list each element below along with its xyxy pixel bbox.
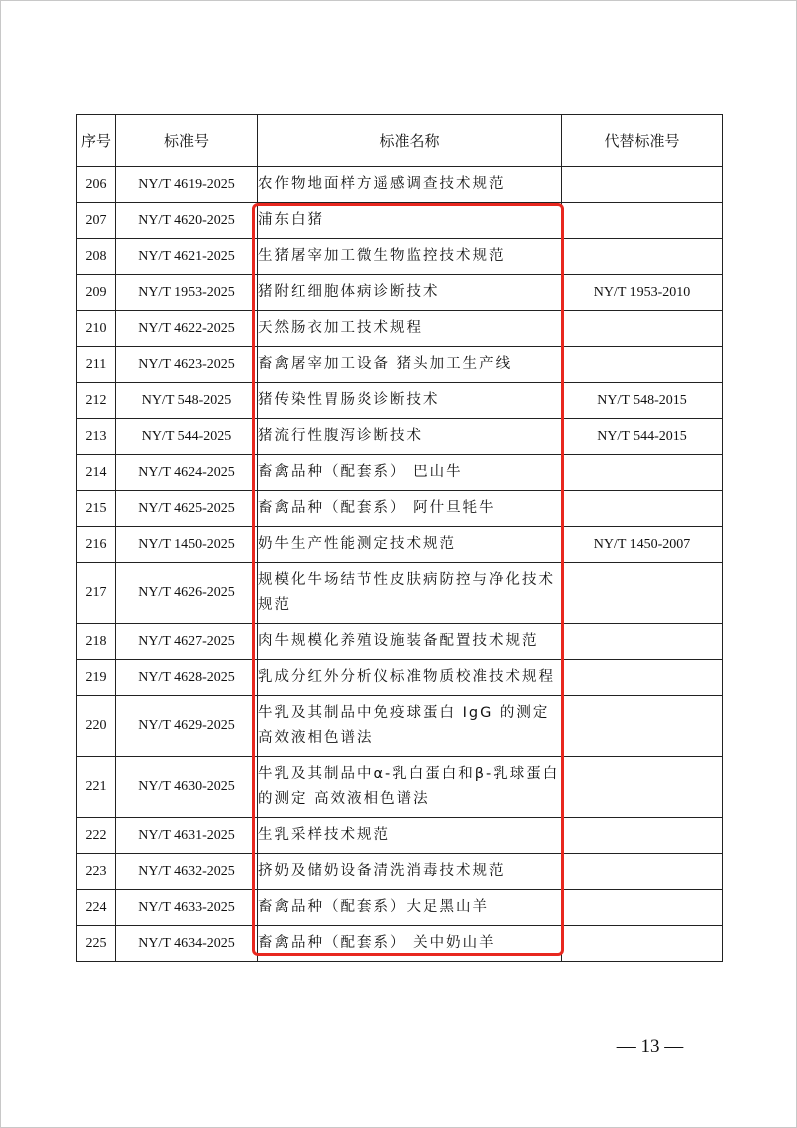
row-standard-name: 肉牛规模化养殖设施装备配置技术规范 (258, 624, 562, 660)
row-standard-name: 牛乳及其制品中免疫球蛋白 IgG 的测定 高效液相色谱法 (258, 696, 562, 757)
table-row (77, 203, 723, 239)
row-serial-no: 216 (77, 527, 116, 563)
row-standard-name: 畜禽品种（配套系） 关中奶山羊 (258, 926, 562, 962)
row-replaced-standard (562, 818, 723, 854)
row-serial-no: 211 (77, 347, 116, 383)
row-replaced-standard: NY/T 1953-2010 (562, 275, 723, 311)
row-standard-name: 畜禽品种（配套系） 巴山牛 (258, 455, 562, 491)
row-standard-code: NY/T 4622-2025 (116, 311, 258, 347)
table-row (77, 383, 723, 419)
row-replaced-standard (562, 757, 723, 818)
row-standard-code: NY/T 4629-2025 (116, 696, 258, 757)
row-replaced-standard (562, 455, 723, 491)
table-row (77, 757, 723, 818)
row-standard-name: 畜禽品种（配套系） 阿什旦牦牛 (258, 491, 562, 527)
row-replaced-standard: NY/T 548-2015 (562, 383, 723, 419)
row-serial-no: 222 (77, 818, 116, 854)
table-row (77, 239, 723, 275)
header-standard-name: 标准名称 (258, 115, 562, 167)
row-serial-no: 219 (77, 660, 116, 696)
row-replaced-standard (562, 311, 723, 347)
header-serial-no: 序号 (77, 115, 116, 167)
row-standard-code: NY/T 4620-2025 (116, 203, 258, 239)
row-replaced-standard (562, 660, 723, 696)
row-replaced-standard (562, 203, 723, 239)
row-standard-code: NY/T 4634-2025 (116, 926, 258, 962)
row-serial-no: 209 (77, 275, 116, 311)
row-standard-code: NY/T 4632-2025 (116, 854, 258, 890)
row-standard-name: 猪流行性腹泻诊断技术 (258, 419, 562, 455)
row-serial-no: 210 (77, 311, 116, 347)
table-row (77, 890, 723, 926)
row-serial-no: 215 (77, 491, 116, 527)
row-replaced-standard (562, 239, 723, 275)
row-standard-code: NY/T 4633-2025 (116, 890, 258, 926)
table-row (77, 818, 723, 854)
header-standard-code: 标准号 (116, 115, 258, 167)
row-serial-no: 220 (77, 696, 116, 757)
row-standard-name: 农作物地面样方遥感调查技术规范 (258, 167, 562, 203)
row-standard-code: NY/T 4623-2025 (116, 347, 258, 383)
row-replaced-standard: NY/T 544-2015 (562, 419, 723, 455)
table-row (77, 696, 723, 757)
table-row (77, 455, 723, 491)
table-row (77, 419, 723, 455)
row-serial-no: 221 (77, 757, 116, 818)
row-standard-name: 猪传染性胃肠炎诊断技术 (258, 383, 562, 419)
row-serial-no: 217 (77, 563, 116, 624)
table-header-row (77, 115, 723, 167)
row-standard-name: 天然肠衣加工技术规程 (258, 311, 562, 347)
row-standard-name: 挤奶及储奶设备清洗消毒技术规范 (258, 854, 562, 890)
row-standard-code: NY/T 4626-2025 (116, 563, 258, 624)
row-serial-no: 223 (77, 854, 116, 890)
row-serial-no: 218 (77, 624, 116, 660)
row-standard-code: NY/T 548-2025 (116, 383, 258, 419)
row-serial-no: 213 (77, 419, 116, 455)
row-standard-code: NY/T 4625-2025 (116, 491, 258, 527)
row-standard-name: 生乳采样技术规范 (258, 818, 562, 854)
row-standard-code: NY/T 4630-2025 (116, 757, 258, 818)
row-standard-name: 猪附红细胞体病诊断技术 (258, 275, 562, 311)
row-standard-code: NY/T 544-2025 (116, 419, 258, 455)
row-serial-no: 212 (77, 383, 116, 419)
table-row (77, 275, 723, 311)
row-standard-code: NY/T 4631-2025 (116, 818, 258, 854)
table-row (77, 926, 723, 962)
row-serial-no: 208 (77, 239, 116, 275)
row-standard-name: 畜禽品种（配套系）大足黑山羊 (258, 890, 562, 926)
row-replaced-standard (562, 491, 723, 527)
row-replaced-standard (562, 563, 723, 624)
standards-table (76, 114, 723, 962)
row-replaced-standard: NY/T 1450-2007 (562, 527, 723, 563)
row-replaced-standard (562, 890, 723, 926)
row-standard-name: 浦东白猪 (258, 203, 562, 239)
row-standard-code: NY/T 1450-2025 (116, 527, 258, 563)
table-row (77, 527, 723, 563)
row-standard-code: NY/T 4627-2025 (116, 624, 258, 660)
row-standard-name: 生猪屠宰加工微生物监控技术规范 (258, 239, 562, 275)
row-replaced-standard (562, 696, 723, 757)
row-standard-name: 乳成分红外分析仪标准物质校准技术规程 (258, 660, 562, 696)
row-replaced-standard (562, 347, 723, 383)
table-row (77, 347, 723, 383)
row-standard-name: 奶牛生产性能测定技术规范 (258, 527, 562, 563)
row-standard-name: 畜禽屠宰加工设备 猪头加工生产线 (258, 347, 562, 383)
row-serial-no: 214 (77, 455, 116, 491)
row-standard-code: NY/T 1953-2025 (116, 275, 258, 311)
row-serial-no: 225 (77, 926, 116, 962)
row-standard-name: 牛乳及其制品中α-乳白蛋白和β-乳球蛋白的测定 高效液相色谱法 (258, 757, 562, 818)
page-number: — 13 — (616, 1036, 684, 1057)
row-standard-code: NY/T 4624-2025 (116, 455, 258, 491)
row-standard-code: NY/T 4619-2025 (116, 167, 258, 203)
table-row (77, 491, 723, 527)
table-row (77, 311, 723, 347)
header-replaced-standard: 代替标准号 (562, 115, 723, 167)
table-row (77, 624, 723, 660)
row-standard-name: 规模化牛场结节性皮肤病防控与净化技术规范 (258, 563, 562, 624)
table-row (77, 167, 723, 203)
table-row (77, 563, 723, 624)
row-replaced-standard (562, 624, 723, 660)
row-replaced-standard (562, 926, 723, 962)
row-replaced-standard (562, 854, 723, 890)
row-serial-no: 224 (77, 890, 116, 926)
table-row (77, 854, 723, 890)
row-replaced-standard (562, 167, 723, 203)
row-serial-no: 206 (77, 167, 116, 203)
table-row (77, 660, 723, 696)
row-standard-code: NY/T 4621-2025 (116, 239, 258, 275)
row-standard-code: NY/T 4628-2025 (116, 660, 258, 696)
row-serial-no: 207 (77, 203, 116, 239)
